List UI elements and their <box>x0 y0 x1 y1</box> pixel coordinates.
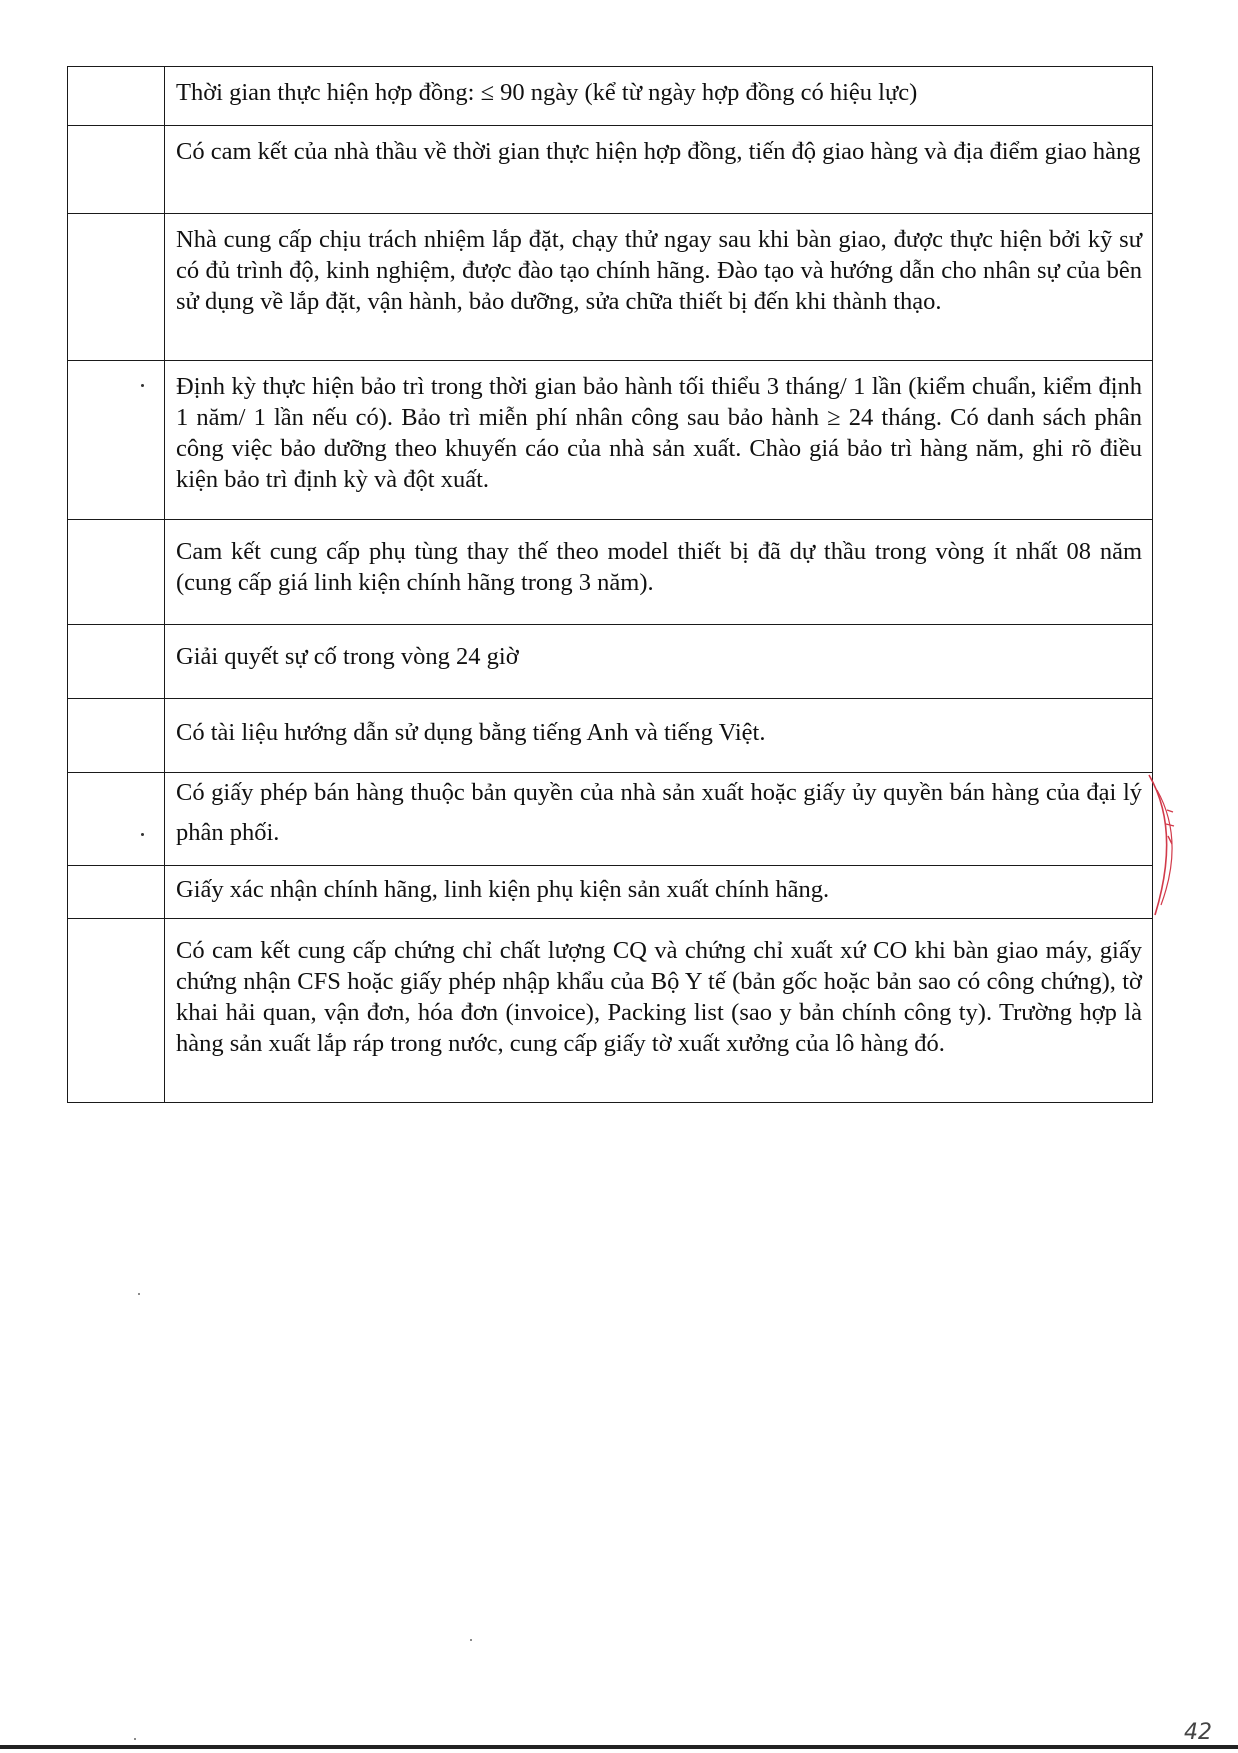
requirement-cell <box>165 699 1153 773</box>
requirement-cell <box>165 625 1153 699</box>
requirement-text: Cam kết cung cấp phụ tùng thay thế theo model thiết bị đã dự thầu trong vòng ít nhất 08 năm (cung cấp giá linh kiện chính hãng trong 3 năm). <box>176 538 1142 596</box>
requirement-cell <box>165 919 1153 1103</box>
row-index-cell <box>68 361 165 520</box>
requirement-cell <box>165 126 1153 214</box>
scan-bottom-edge <box>0 1745 1238 1749</box>
requirement-text: Giấy xác nhận chính hãng, linh kiện phụ kiện sản xuất chính hãng. <box>176 876 830 903</box>
requirement-cell <box>165 773 1153 866</box>
scan-dot <box>141 384 144 387</box>
requirement-cell <box>165 67 1153 126</box>
row-index-cell <box>68 919 165 1103</box>
row-index-cell <box>68 214 165 361</box>
table-row <box>68 625 1153 699</box>
row-index-cell <box>68 520 165 625</box>
requirement-text: Có giấy phép bán hàng thuộc bản quyền của nhà sản xuất hoặc giấy ủy quyền bán hàng của đại lý phân phối. <box>176 779 1142 846</box>
requirement-text: Có tài liệu hướng dẫn sử dụng bằng tiếng Anh và tiếng Việt. <box>176 719 766 746</box>
requirement-cell <box>165 520 1153 625</box>
row-index-cell <box>68 67 165 126</box>
requirement-text: Giải quyết sự cố trong vòng 24 giờ <box>176 643 519 670</box>
table-row <box>68 126 1153 214</box>
requirement-text: Thời gian thực hiện hợp đồng: ≤ 90 ngày (kể từ ngày hợp đồng có hiệu lực) <box>176 79 918 106</box>
requirement-text: Có cam kết cung cấp chứng chỉ chất lượng CQ và chứng chỉ xuất xứ CO khi bàn giao máy, giấy chứng nhận CFS hoặc giấy phép nhập khẩu của Bộ Y tế (bản gốc hoặc bản sao có công chứng), tờ khai hải quan, vận đơn, hóa đơn (invoice), Packing list (sao y bản chính công ty). Trường hợp là hàng sản xuất lắp ráp trong nước, cung cấp giấy tờ xuất xưởng của lô hàng đó. <box>176 937 1142 1057</box>
scan-speck <box>470 1639 472 1641</box>
table-row <box>68 520 1153 625</box>
requirement-cell <box>165 214 1153 361</box>
table-row <box>68 361 1153 520</box>
row-index-cell <box>68 773 165 866</box>
page-number: 42 <box>1184 1720 1212 1745</box>
requirement-text: Có cam kết của nhà thầu về thời gian thực hiện hợp đồng, tiến độ giao hàng và địa điểm giao hàng <box>176 138 1141 165</box>
red-stamp-fragment <box>1147 770 1187 920</box>
requirement-cell <box>165 866 1153 919</box>
requirement-text: Nhà cung cấp chịu trách nhiệm lắp đặt, chạy thử ngay sau khi bàn giao, được thực hiện bởi kỹ sư có đủ trình độ, kinh nghiệm, được đào tạo chính hãng. Đào tạo và hướng dẫn cho nhân sự của bên sử dụng về lắp đặt, vận hành, bảo dưỡng, sửa chữa thiết bị đến khi thành thạo. <box>176 226 1142 315</box>
table-row <box>68 773 1153 866</box>
requirement-text: Định kỳ thực hiện bảo trì trong thời gian bảo hành tối thiểu 3 tháng/ 1 lần (kiểm chuẩn, kiểm định 1 năm/ 1 lần nếu có). Bảo trì miễn phí nhân công sau bảo hành ≥ 24 tháng. Có danh sách phân công việc bảo dưỡng theo khuyến cáo của nhà sản xuất. Chào giá bảo trì hàng năm, ghi rõ điều kiện bảo trì định kỳ và đột xuất. <box>176 373 1142 493</box>
scan-speck <box>134 1738 136 1740</box>
table-row <box>68 699 1153 773</box>
row-index-cell <box>68 866 165 919</box>
requirements-table <box>67 66 1153 1103</box>
row-index-cell <box>68 625 165 699</box>
table-row <box>68 67 1153 126</box>
table-row <box>68 214 1153 361</box>
scan-speck <box>138 1293 140 1295</box>
table-row <box>68 866 1153 919</box>
row-index-cell <box>68 126 165 214</box>
scan-dot <box>141 833 144 836</box>
requirement-cell <box>165 361 1153 520</box>
table-row <box>68 919 1153 1103</box>
row-index-cell <box>68 699 165 773</box>
